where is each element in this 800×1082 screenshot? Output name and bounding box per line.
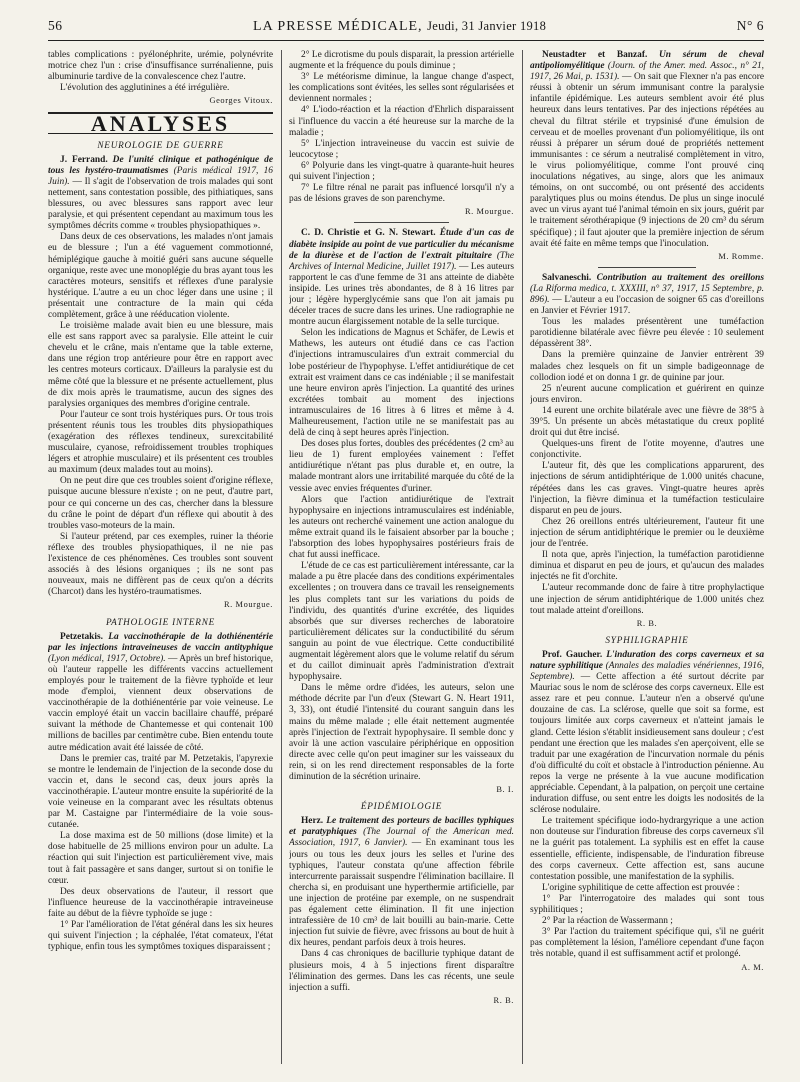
abstract-entry	[48, 632, 273, 754]
abstract-title: De l'unité clinique et pathogénique de tous les hystéro-traumatismes	[48, 154, 273, 176]
abstract-body: — Après un bref historique, où l'auteur rappelle les différents vaccins actuellement employés pour le traitement de la fièvre typhoïde et leur mode d'emploi, viennent deux observations de vaccinothérapie de la dothiénentérie par voie veineuse. Le vaccin employé était un vaccin bacillaire chauffé, préparé suivant la méthode de Chantemesse et qui contenait 100 millions de bacilles par centimètre cube. Bien entendu toute autre médication avait été laissée de côté.	[48, 653, 273, 753]
paragraph: 2° Le dicrotisme du pouls disparait, la pression artérielle augmente et la fréquence du pouls diminue ;	[289, 50, 514, 72]
paragraph: Alors que l'action antidiurétique de l'extrait hypophysaire en injections intramusculaires est indéniable, les auteurs ont recherché vainement une action analogue du même extrait quand ils le faisaient absorber par la bouche ; l'absorption des lobes hypophysaires postérieurs frais de chat fut aussi inefficace.	[289, 494, 514, 561]
paragraph: Dans le même ordre d'idées, les auteurs, selon une méthode décrite par l'un d'eux (Stewart G. N. Heart 1911, 3, 33), ont étudié l'intensité du courant sanguin dans les mains du même malade ; elle était nettement augmentée après l'injection de l'extrait hypophysaire. Il semble donc y avoir là une action vasculaire périphérique en opposition directe avec celle qu'on peut imaginer sur les vaisseaux du rein, si on les rend directement responsables de la forte diminution de la sécrétion urinaire.	[289, 683, 514, 782]
rubric-heading: ÉPIDÉMIOLOGIE	[360, 801, 443, 812]
abstract-entry	[530, 650, 764, 816]
paragraph: Chez 26 oreillons entrés ultérieurement, l'auteur fit une injection de sérum antidiphtérique le premier ou le deuxième jour de l'entrée.	[530, 516, 764, 550]
paragraph: 1° Par l'amélioration de l'état général dans les six heures qui suivent l'injection ; la céphalée, l'état comateux, l'état typhique, enfin tous les symptômes toxiques disparaissent ;	[48, 920, 273, 953]
paragraph: 3° Le météorisme diminue, la langue change d'aspect, les complications sont évitées, les selles sont régularisées et deviennent normales ;	[289, 72, 514, 105]
paragraph: L'étude de ce cas est particulièrement intéressante, car la malade a pu être placée dans des conditions expérimentales excellentes ; on trouvera dans ce travail les renseignements les plus complets tant sur les variations du poids de l'individu, des quantités d'urine excrétée, des liquides absorbés que sur diverses recherches de laboratoire particulièrement délicates sur la conductibilité du sérum sanguin au point de vue électrique. Cette conductibilité augmentait légèrement alors que le volume relatif du sérum et du caillot diminuait après l'administration d'extrait hypophysaire.	[289, 561, 514, 683]
paragraph: 25 n'eurent aucune complication et guérirent en quinze jours environ.	[530, 383, 764, 405]
abstract-source: (Paris médical 1917, 16 Juin).	[48, 165, 273, 187]
paragraph: Pour l'auteur ce sont trois hystériques purs. Or tous trois présentent réunis tous les troubles dits physiopathiques (exagération des réflexes tendineux, surexcitabilité musculaire, cyanose, refroidissement troubles trophiques légers et atrophie musculaire) et ils présentent ces troubles au maximum (deux malades tout au moins).	[48, 409, 273, 476]
abstract-body: — En examinant tous les jours ou tous les deux jours les selles et l'urine des typhiques, l'auteur constata qu'une affection fébrile intercurrente paraissait suspendre l'élimination bacillaire. Il chercha si, en produisant une hyperthermie artificielle, par une injection de protéine par exemple, on ne suspendrait pas également cette élimination. Il fit une injection intrafessière de 10 cm³ de lait bouilli au bain-marie. Cette injection fut suivie de fièvre, avec frissons au bout de huit à dix heures, pendant parfois deux à trois heures.	[289, 838, 514, 949]
rubric-heading: NEUROLOGIE DE GUERRE	[97, 139, 224, 150]
abstract-source: (Annales des maladies vénériennes, 1916, Septembre).	[530, 660, 764, 683]
signature: Georges Vitoux.	[209, 96, 273, 106]
issue-number: N° 6	[736, 18, 764, 33]
signature: B. I.	[496, 785, 514, 795]
abstract-source: (The Journal of the American med. Association, 1917, 6 Janvier).	[289, 827, 514, 849]
column-2	[289, 50, 514, 1068]
paragraph: 6° Polyurie dans les vingt-quatre à quarante-huit heures qui suivent l'injection ;	[289, 160, 514, 183]
abstract-author: Prof. Gaucher.	[542, 649, 603, 660]
paragraph: 3° Par l'action du traitement spécifique qui, s'il ne guérit pas complètement la lésion, l'améliore cependant d'une façon très notable, quand il est suffisamment actif et prolongé.	[530, 927, 764, 960]
column-1	[48, 50, 273, 1068]
paragraph: Il nota que, après l'injection, la tuméfaction parotidienne diminua et disparut en peu de jours, et qu'aucun des malades injectés ne fit d'orchite.	[530, 550, 764, 583]
signature: R. B.	[636, 618, 658, 628]
abstract-author: Neustadter et Banzaf.	[542, 50, 648, 60]
paragraph: Le troisième malade avait bien eu une blessure, mais elle est sans rapport avec sa paralysie. Elle atteint le cuir chevelu et le crâne, mais n'entame que la table externe, dans une région trop antérieure pour être en rapport avec les centres moteurs corticaux. D'ailleurs la paralysie est du même côté que la blessure et ne présente actuellement, plus de dix mois après le traumatisme, aucun des signes des paralysies organiques des membres d'origine centrale.	[48, 321, 273, 409]
abstract-title: Contribution au traitement des oreillons	[596, 272, 764, 283]
abstract-author: Herz.	[301, 816, 324, 827]
abstract-source: (Lyon médical, 1917, Octobre).	[48, 653, 166, 664]
abstract-author: J. Ferrand.	[60, 154, 108, 165]
abstract-title: La vaccinothérapie de la dothiénentérie par les injections intraveineuses de vaccin antityphique	[48, 631, 273, 653]
paragraph: Si l'auteur prétend, par ces exemples, ruiner la théorie réflexe des troubles physiopathiques, il ne nie pas l'existence de ces phénomènes. Ces troubles sont souvent associés à des lésions organiques ; ils ne sont pas nouveaux, mais ne diffèrent pas de ceux qu'on a décrits (Charcot) dans les hystéro-traumatismes.	[48, 531, 273, 598]
abstract-entry	[48, 155, 273, 233]
abstract-body: — Il s'agit de l'observation de trois malades qui sont nettement, sans contestation possible, des pithiatiques, sans blessures, ou avec blessures sans rapport avec leur paralysie, et qui présentent cependant au maximum tous les symptômes décrits comme « troubles physiopathiques ».	[48, 176, 273, 232]
paragraph: 14 eurent une orchite bilatérale avec une fièvre de 38°5 à 39°5. Un présente un abcès métastatique du creux poplité droit qui dut être incisé.	[530, 405, 764, 439]
signature: R. B.	[493, 995, 514, 1005]
page-header	[48, 18, 764, 38]
abstract-author: C. D. Christie et G. N. Stewart.	[301, 228, 436, 239]
paragraph: 1° Par l'interrogatoire des malades qui sont tous syphilitiques ;	[530, 893, 764, 916]
journal-masthead	[253, 19, 546, 35]
paragraph: 7° Le filtre rénal ne parait pas influencé lorsqu'il n'y a pas de lésions graves de son parenchyme.	[289, 183, 514, 205]
abstract-author: Salvaneschi.	[542, 272, 592, 283]
abstract-entry	[530, 50, 764, 250]
signature: M. Romme.	[718, 251, 764, 261]
paragraph: Dans deux de ces observations, les malades n'ont jamais eu de blessure ; l'un a été vaguement commotionné, hémiplégique gauche à moitié guéri sans aucune séquelle organique, reste avec une monoplégie du bras ayant tous les caractères moteurs, sensitifs et réflexes d'une paralysie hystérique. L'autre a eu un choc léger dans une usine ; il présentait une contracture de la main qui céda complètement, grâce à une rééducation violente.	[48, 232, 273, 320]
abstract-body: — Les auteurs rapportent le cas d'une femme de 31 ans atteinte de diabète insipide. Les urines très abondantes, de 8 à 16 litres par jour ; légère hyperglycémie sans que l'on ait jamais pu déceler traces de sucre dans les urines. Une radiographie ne montre aucun élargissement notable de la selle turcique.	[289, 261, 514, 328]
abstract-entry	[289, 228, 514, 328]
paragraph: L'origine syphilitique de cette affection est prouvée :	[542, 882, 740, 893]
separator-rule	[598, 267, 696, 268]
paragraph: Selon les indications de Magnus et Schäfer, de Lewis et Mathews, les auteurs ont étudié dans ce cas l'action d'injections intramusculaires d'un extrait commercial du lobe postérieur de l'hypophyse. L'effet antidiurétique de cet extrait est vraiment dans ce cas indéniable ; il se manifestait une heure environ après l'injection. La quantité des urines excrétées tombait au moment des injections intramusculaires de 16 litres à 6 litres et même à 4. Malheureusement, l'action utile ne se manifestait pas au delà de cinq à sept heures après l'injection.	[289, 328, 514, 439]
abstract-source: (La Riforma medica, t. XXXIII, n° 37, 1917, 15 Septembre, p. 896).	[530, 283, 764, 305]
abstract-source: (The Archives of Internal Medicine, Juillet 1917).	[289, 250, 514, 272]
paragraph: L'auteur recommande donc de faire à titre prophylactique une injection de sérum antidiphtérique de 1.000 unités chez tout malade atteint d'oreillons.	[530, 583, 764, 616]
signature: R. Mourgue.	[464, 207, 514, 217]
abstract-title: Étude d'un cas de diabète insipide au point de vue particulier du mécanisme de la diurèse et de l'action de l'extrait pituitaire	[289, 228, 514, 261]
separator-rule	[354, 222, 449, 223]
rubric-heading: PATHOLOGIE INTERNE	[105, 616, 216, 627]
paragraph: tables complications : pyélonéphrite, urémie, polynévrite motrice chez l'un : crise d'insuffisance surrénalienne, puis albuminurie tardive de la convalescence chez l'autre.	[48, 50, 273, 83]
journal-name: LA PRESSE MÉDICALE,	[253, 19, 423, 34]
abstract-author: Petzetakis.	[60, 631, 103, 642]
abstract-source: (Journ. of the Amer. med. Assoc., n° 21, 1917, 26 Mai, p. 1531).	[530, 61, 764, 83]
header-rule	[48, 40, 764, 41]
column-divider	[522, 50, 523, 1064]
paragraph: On ne peut dire que ces troubles soient d'origine réflexe, puisque aucune blessure n'existe ; on ne peut, d'autre part, pour ce qui concerne un des cas, chercher dans la blessure du crâne le point de départ d'un réflexe qui aboutit à des troubles vaso-moteurs de la main.	[48, 476, 273, 531]
signature: R. Mourgue.	[223, 600, 273, 610]
paragraph: L'évolution des agglutinines a été irrégulière.	[60, 83, 230, 94]
paragraph: Dans 4 cas chroniques de bacillurie typhique datant de plusieurs mois, 4 à 5 injections firent disparaître l'élimination des germes. Dans les cas récents, une seule injection a suffi.	[289, 949, 514, 993]
paragraph: Des doses plus fortes, doubles des précédentes (2 cm³ au lieu de 1) furent employées vainement : l'effet antidiurétique n'étant pas plus durable et, en outre, la malade montrant alors une irritabilité marquée du côté de la vessie avec envies fréquentes d'uriner.	[289, 439, 514, 494]
signature: A. M.	[741, 962, 764, 972]
rubric-heading: SYPHILIGRAPHIE	[605, 634, 689, 645]
abstract-title: Un sérum de cheval antipoliomyélitique	[530, 50, 764, 72]
abstract-title: L'induration des corps caverneux et sa nature syphilitique	[530, 649, 764, 671]
page-number: 56	[48, 18, 63, 33]
abstract-body: — On sait que Flexner n'a pas encore réussi à obtenir un sérum immunisant contre la paralysie infantile épidémique. Les auteurs semblent avoir été plus heureux dans leurs tentatives. Par des injections répétées au cheval du filtrat stérile et trypsinisé d'une émulsion de cerveau et de moelles provenant d'un poliomyélitique, ils ont réussi à préparer un sérum doué de propriétés nettement immunisantes : ce sérum a neutralisé complètement in vitro, le virus poliomyélitique, comme l'ont prouvé cinq inoculations négatives, au singe, alors que les animaux témoins, on ont succombé, ou ont présenté des accidents paralytiques plus ou moins étendus. De plus un singe inoculé avec un virus ayant tué l'animal témoin en six jours, guérit par le traitement sérothérapique (9 injections de 20 cm³ du sérum spécifique) ; il faut ajouter que la première injection de sérum avait été faite en même temps que l'inoculation.	[530, 72, 764, 249]
abstract-title: Le traitement des porteurs de bacilles typhiques et paratyphiques	[289, 816, 514, 838]
abstract-entry	[289, 816, 514, 949]
column-3	[530, 50, 764, 1068]
paragraph: Dans le premier cas, traité par M. Petzetakis, l'apyrexie se montre le lendemain de l'injection de la seconde dose du vaccin et, dans le second cas, deux jours après la vaccinothérapie. L'auteur montre ensuite la supériorité de la voie veineuse en la comparant avec les résultats obtenus par M. Castaigne par l'intermédiaire de la voie sous-cutanée.	[48, 753, 273, 831]
paragraph: Dans la première quinzaine de Janvier entrèrent 39 malades chez lesquels on fit un simple badigeonnage de collodion iodé et on donna 1 gr. de quinine par jour.	[530, 350, 764, 383]
abstract-body: — L'auteur a eu l'occasion de soigner 65 cas d'oreillons en Janvier et Février 1917.	[530, 294, 764, 317]
paragraph: Des deux observations de l'auteur, il ressort que l'influence heureuse de la vaccinothérapie intraveineuse faite au début de la fièvre typhoïde se juge :	[48, 886, 273, 919]
section-title: ANALYSES	[48, 112, 273, 133]
paragraph: Tous les malades présentèrent une tuméfaction parotidienne bilatérale avec fièvre peu élevée : 10 seulement dépassèrent 38°.	[530, 317, 764, 350]
abstract-entry	[530, 273, 764, 317]
abstract-body: — Cette affection a été surtout décrite par Mauriac sous le nom de sclérose des corps caverneux. Elle est assez rare et peu connue. L'auteur n'en a observé qu'une douzaine de cas. La sclérose, quelle que soit sa forme, est toujours limitée aux corps caverneux et n'atteint jamais le gland. Cette lésion s'établit insidieusement sans douleur ; c'est pendant une érection que les malades s'en aperçoivent, elle se traduit par une exagération de l'incurvation normale du pénis d'où difficulté du coït et obstacle à l'introduction pénienne. Au repos la verge ne présente à la vue aucune modification appréciable. Cependant, à la palpation, on perçoit une certaine induration diffuse, ou sent entre les doigts les nodosités de la sclérose nodulaire.	[530, 672, 764, 816]
paragraph: 5° L'injection intraveineuse du vaccin est suivie de leucocytose ;	[289, 138, 514, 160]
column-divider	[281, 50, 282, 1064]
paragraph: Le traitement spécifique iodo-hydrargyrique a une action non douteuse sur l'induration fibreuse des corps caverneux s'il ne la guérit pas totalement. La syphilis est en effet la cause essentielle, efficiente, indispensable, de l'induration fibreuse des corps caverneux. Cette affection est, sans aucune contestation possible, une manifestation de la syphilis.	[530, 816, 764, 882]
paragraph: 4° L'iodo-réaction et la réaction d'Ehrlich disparaissent si l'influence du vaccin a été heureuse sur la marche de la maladie ;	[289, 105, 514, 138]
paragraph: Quelques-uns firent de l'otite moyenne, d'autres une conjonctivite.	[530, 439, 764, 461]
paragraph: La dose maxima est de 50 millions (dose limite) et la dose habituelle de 25 millions environ pour un adulte. La réaction qui suit l'injection est particulièrement vive, mais tout à fait passagère et sans danger, surtout si on tonifie le cœur.	[48, 831, 273, 886]
issue-date: Jeudi, 31 Janvier 1918	[427, 19, 547, 33]
paragraph: 2° Par la réaction de Wassermann ;	[542, 916, 673, 927]
paragraph: L'auteur fit, dès que les complications apparurent, des injections de sérum antidiphtérique de 1.000 unités chacune, répétées dans les cas graves. Vingt-quatre heures après l'injection, la fièvre diminua et la tuméfaction testiculaire disparut en peu de jours.	[530, 461, 764, 516]
